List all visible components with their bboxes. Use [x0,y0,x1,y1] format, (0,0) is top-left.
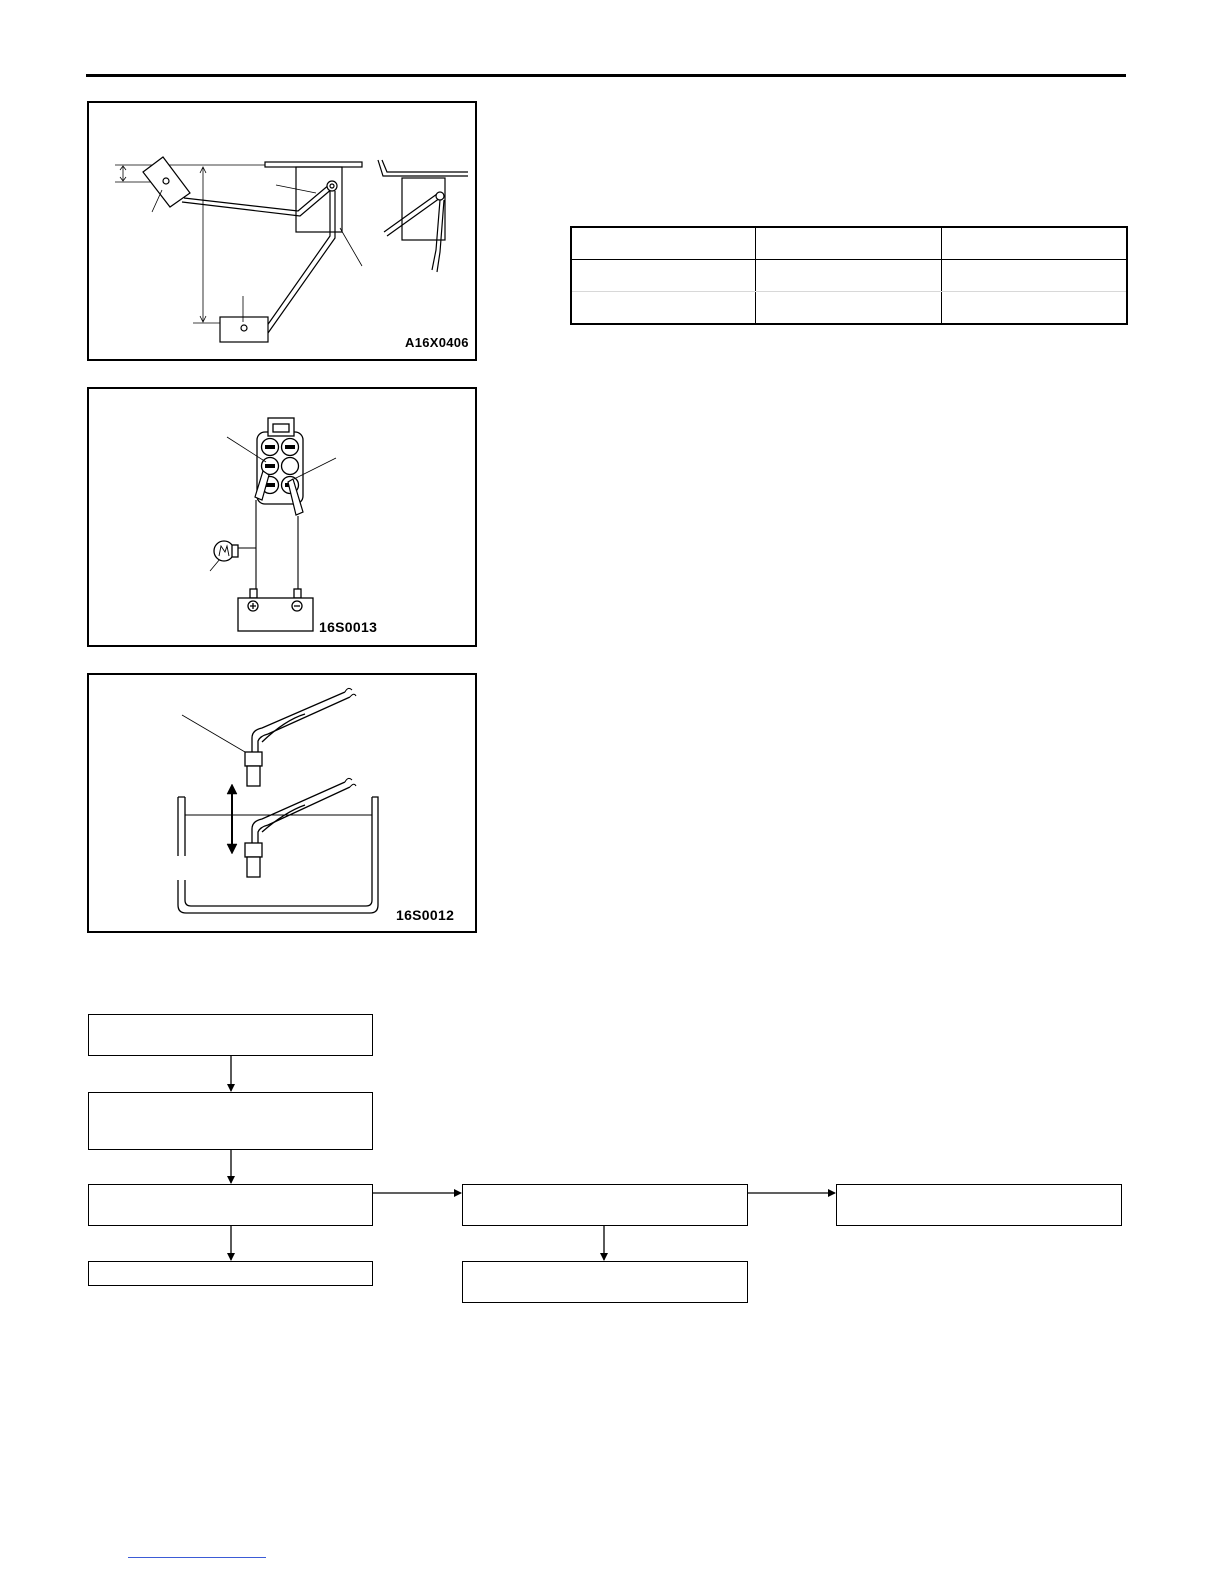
sensor-tank-illustration [89,675,475,931]
connector-test-illustration [89,389,475,645]
figure-sensor-tank-test [87,673,477,933]
bulb-icon [214,541,238,561]
footer-link-underline[interactable] [128,1557,266,1558]
figure-connector-bulb-test [87,387,477,647]
figure-code: A16X0406 [405,335,469,350]
table-cell [941,260,1127,292]
table-row [571,292,1127,325]
header-rule [86,74,1126,77]
table-cell [755,260,941,292]
float-arm-illustration [89,103,475,359]
table-header-row [571,227,1127,260]
sensor-submerged [245,778,356,877]
figure-code: 16S0013 [319,619,378,635]
table-cell [755,227,941,260]
table-row [571,260,1127,292]
battery-icon [238,589,313,631]
table-cell [941,292,1127,325]
tank [178,797,378,913]
sensor-raised [245,688,356,786]
figure-fuel-gauge-float [87,101,477,361]
flowchart-arrows [0,1000,1224,1320]
table-cell [941,227,1127,260]
table-cell [755,292,941,325]
table-cell [571,227,755,260]
figure-code: 16S0012 [396,907,455,923]
up-down-arrow-icon [227,784,237,854]
table-cell [571,292,755,325]
table-cell [571,260,755,292]
spec-table [570,226,1128,325]
